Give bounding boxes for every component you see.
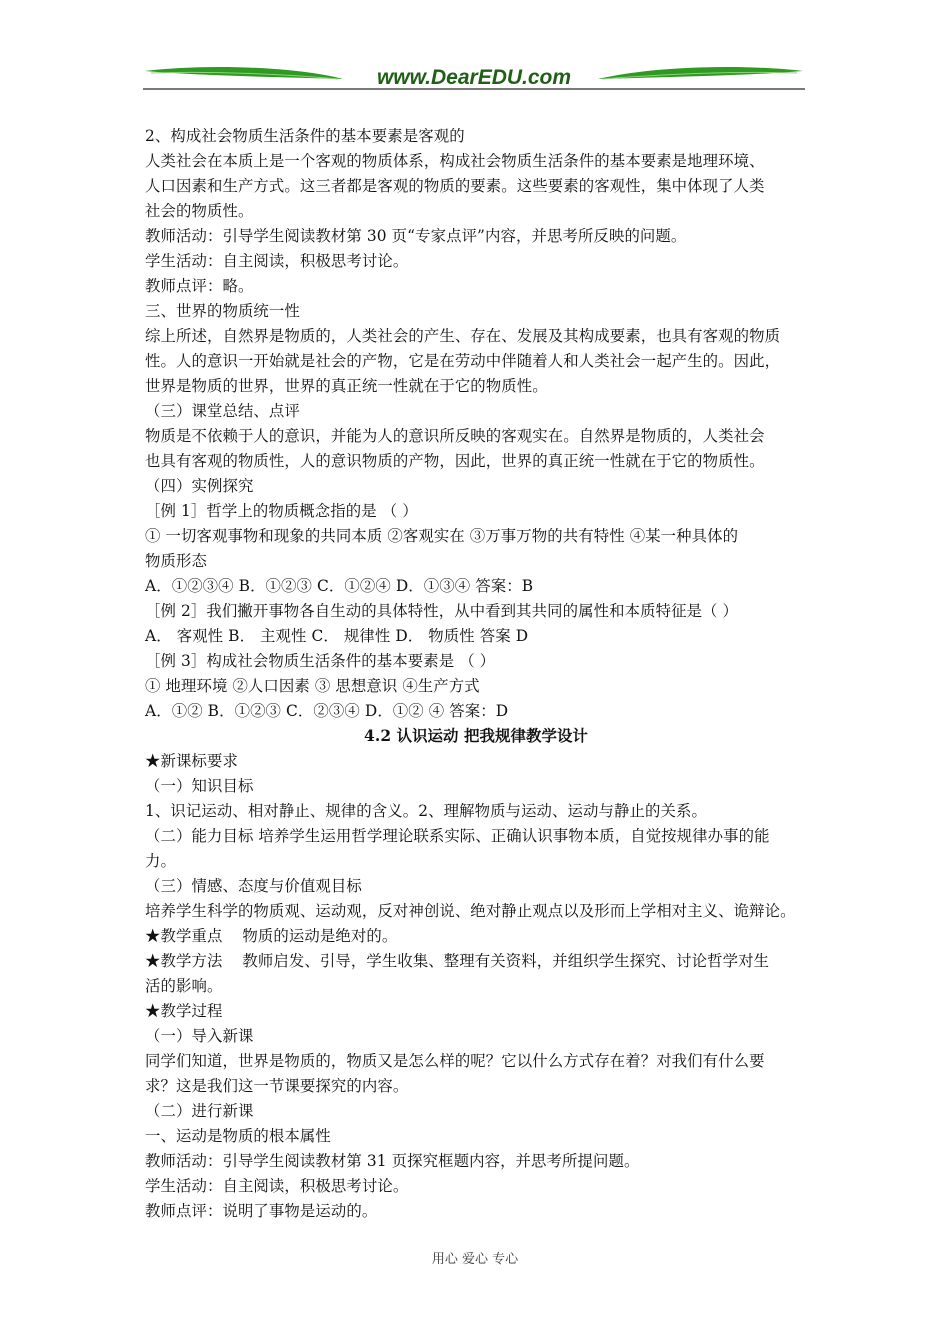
text-line: 人口因素和生产方式。这三者都是客观的物质的要素。这些要素的客观性，集中体现了人类 <box>145 177 765 195</box>
section-heading: （一）知识目标 <box>145 777 254 795</box>
section-heading: （一）导入新课 <box>145 1027 254 1045</box>
section-heading: ★教学过程 <box>145 1002 223 1020</box>
example-question: ［例 3］构成社会物质生活条件的基本要素是 （ ） <box>145 652 496 670</box>
example-question: ［例 1］哲学上的物质概念指的是 （ ） <box>145 502 418 520</box>
text-line: 教师点评：说明了事物是运动的。 <box>145 1202 378 1220</box>
text-line: 1、识记运动、相对静止、规律的含义。2、理解物质与运动、运动与静止的关系。 <box>145 802 707 820</box>
site-header-banner <box>143 62 805 92</box>
example-answer: A．①② B．①②③ C．②③④ D．①② ④ 答案：D <box>145 702 509 720</box>
page-footer: 用心 爱心 专心 <box>431 1252 519 1267</box>
text-line: 物质是不依赖于人的意识，并能为人的意识所反映的客观实在。自然界是物质的，人类社会 <box>145 427 765 445</box>
text-line: （二）能力目标 培养学生运用哲学理论联系实际、正确认识事物本质，自觉按规律办事的能 <box>145 827 770 845</box>
lesson-title: 4.2 认识运动 把我规律教学设计 <box>364 727 588 745</box>
document-body <box>145 124 825 1224</box>
text-line: 同学们知道，世界是物质的，物质又是怎么样的呢？它以什么方式存在着？对我们有什么要 <box>145 1052 765 1070</box>
example-answer: A．①②③④ B．①②③ C．①②④ D．①③④ 答案：B <box>145 577 534 595</box>
text-line: 人类社会在本质上是一个客观的物质体系，构成社会物质生活条件的基本要素是地理环境、 <box>145 152 765 170</box>
text-line: 培养学生科学的物质观、运动观，反对神创说、绝对静止观点以及形而上学相对主义、诡辩论。 <box>145 902 796 920</box>
section-heading: （三）课堂总结、点评 <box>145 402 300 420</box>
section-heading: 一、运动是物质的根本属性 <box>145 1127 331 1145</box>
leaf-banner-graphic <box>143 62 805 92</box>
example-question: ［例 2］我们撇开事物各自生动的具体特性，从中看到其共同的属性和本质特征是（ ） <box>145 602 739 620</box>
text-line: 社会的物质性。 <box>145 202 254 220</box>
section-heading: （三）情感、态度与价值观目标 <box>145 877 362 895</box>
text-line: 活的影响。 <box>145 977 223 995</box>
example-answer: A． 客观性 B． 主观性 C． 规律性 D． 物质性 答案 D <box>145 627 529 645</box>
text-line: 学生活动：自主阅读，积极思考讨论。 <box>145 1177 409 1195</box>
text-line: 求？这是我们这一节课要探究的内容。 <box>145 1077 409 1095</box>
text-line: 2、构成社会物质生活条件的基本要素是客观的 <box>145 127 465 145</box>
site-logo-text: www.DearEDU.com <box>376 66 572 89</box>
text-line: 教师活动：引导学生阅读教材第 31 页探究框题内容，并思考所提问题。 <box>145 1152 640 1170</box>
example-options: 物质形态 <box>145 552 207 570</box>
text-line: ★教学重点 物质的运动是绝对的。 <box>145 927 398 945</box>
section-heading: （四）实例探究 <box>145 477 254 495</box>
text-line: 世界是物质的世界，世界的真正统一性就在于它的物质性。 <box>145 377 548 395</box>
section-heading: 三、世界的物质统一性 <box>145 302 300 320</box>
text-line: 学生活动：自主阅读，积极思考讨论。 <box>145 252 409 270</box>
section-heading: ★新课标要求 <box>145 752 238 770</box>
example-options: ① 地理环境 ②人口因素 ③ 思想意识 ④生产方式 <box>145 677 480 695</box>
text-line: 力。 <box>145 852 176 870</box>
example-options: ① 一切客观事物和现象的共同本质 ②客观实在 ③万事万物的共有特性 ④某一种具体的 <box>145 527 739 545</box>
text-line: 也具有客观的物质性，人的意识物质的产物，因此，世界的真正统一性就在于它的物质性。 <box>145 452 765 470</box>
text-line: 性。人的意识一开始就是社会的产物，它是在劳动中伴随着人和人类社会一起产生的。因此， <box>145 352 781 370</box>
section-heading: （二）进行新课 <box>145 1102 254 1120</box>
text-line: 教师点评：略。 <box>145 277 254 295</box>
text-line: 教师活动：引导学生阅读教材第 30 页“专家点评”内容，并思考所反映的问题。 <box>145 227 687 245</box>
text-line: 综上所述，自然界是物质的，人类社会的产生、存在、发展及其构成要素，也具有客观的物质 <box>145 327 781 345</box>
text-line: ★教学方法 教师启发、引导，学生收集、整理有关资料，并组织学生探究、讨论哲学对生 <box>145 952 770 970</box>
